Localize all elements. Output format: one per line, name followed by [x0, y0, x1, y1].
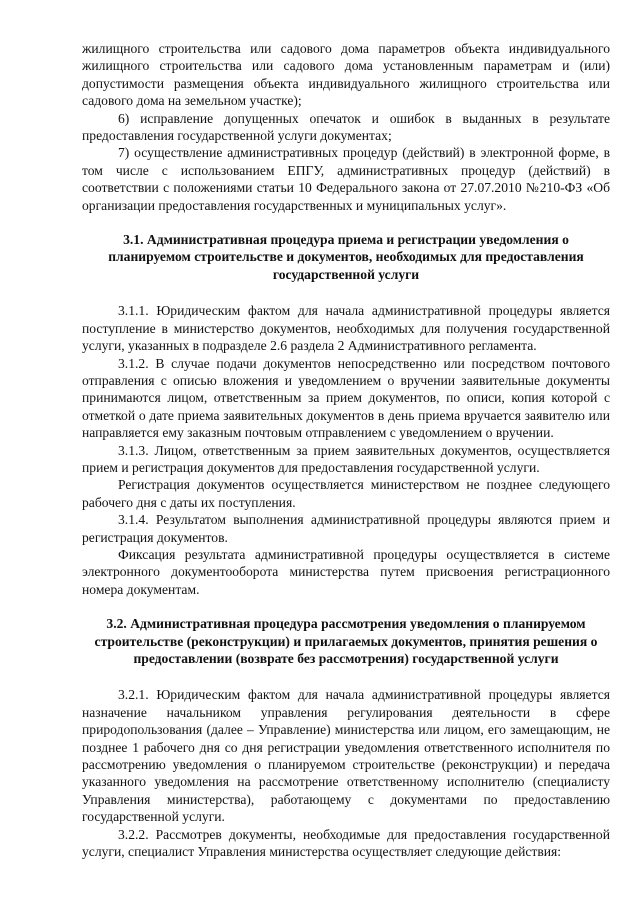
paragraph-item-6: 6) исправление допущенных опечаток и ошибок в выданных в результате предоставления государственной услуги документах; [82, 110, 610, 144]
section-heading-3-2: 3.2. Административная процедура рассмотрения уведомления о планируемом строительстве (реконструкции) и прилагаемых документов, принятия решения о предоставлении (возврате без рассмотрения) государственной услуги [94, 616, 598, 666]
section-heading-3-1: 3.1. Административная процедура приема и регистрации уведомления о планируемом строительстве и документов, необходимых для предоставления государственной услуги [108, 232, 584, 282]
paragraph-3-2-2: 3.2.2. Рассмотрев документы, необходимые для предоставления государственной услуги, специалист Управления министерства осуществляет следующие действия: [82, 826, 610, 860]
paragraph-3-2-1: 3.2.1. Юридическим фактом для начала административной процедуры является назначение начальником управления регулирования деятельности в сфере природопользования (далее – Управление) министерства или лицом, его замещающим, не позднее 1 рабочего дня со дня регистрации уведомления ответственного исполнителя по рассмотрению уведомления о планируемом строительстве (реконструкции) и передача указанного уведомления на рассмотрение ответственному исполнителю (специалисту Управления министерства), работающему с документами по предоставлению государственной услуги. [82, 687, 610, 825]
paragraph-3-1-1: 3.1.1. Юридическим фактом для начала административной процедуры является поступление в министерство документов, необходимых для получения государственной услуги, указанных в подразделе 2.6 раздела 2 Административного регламента. [82, 303, 610, 354]
paragraph-3-1-3: 3.1.3. Лицом, ответственным за прием заявительных документов, осуществляется прием и регистрация документов для предоставления государственной услуги. [82, 442, 610, 475]
paragraph-3-1-4: 3.1.4. Результатом выполнения административной процедуры являются прием и регистрация документов. [82, 512, 610, 545]
paragraph-item-7: 7) осуществление административных процедур (действий) в электронной форме, в том числе с использованием ЕПГУ, административных процедур (действий) в соответствии с положениями статьи 10 Федерального закона от 27.07.2010 №210-ФЗ «Об организации предоставления государственных и муниципальных услуг». [82, 145, 610, 213]
paragraph-fixation: Фиксация результата административной процедуры осуществляется в системе электронного документооборота министерства путем присвоения регистрационного номера документам. [82, 546, 610, 597]
paragraph-3-1-2: 3.1.2. В случае подачи документов непосредственно или посредством почтового отправления с описью вложения и уведомлением о вручении заявительные документы принимаются лицом, ответственным за прием документов, по описи, копия которой с отметкой о дате приема заявительных документов в день приема вручается заявителю или направляется ему заказным почтовым отправлением с уведомлением о вручении. [82, 355, 610, 441]
paragraph-registration: Регистрация документов осуществляется министерством не позднее следующего рабочего дня с даты их поступления. [82, 477, 610, 510]
paragraph-intro: жилищного строительства или садового дома параметров объекта индивидуального жилищного строительства или садового дома установленным параметрам и (или) допустимости размещения объекта индивидуального жилищного строительства или садового дома на земельном участке); [82, 41, 610, 109]
